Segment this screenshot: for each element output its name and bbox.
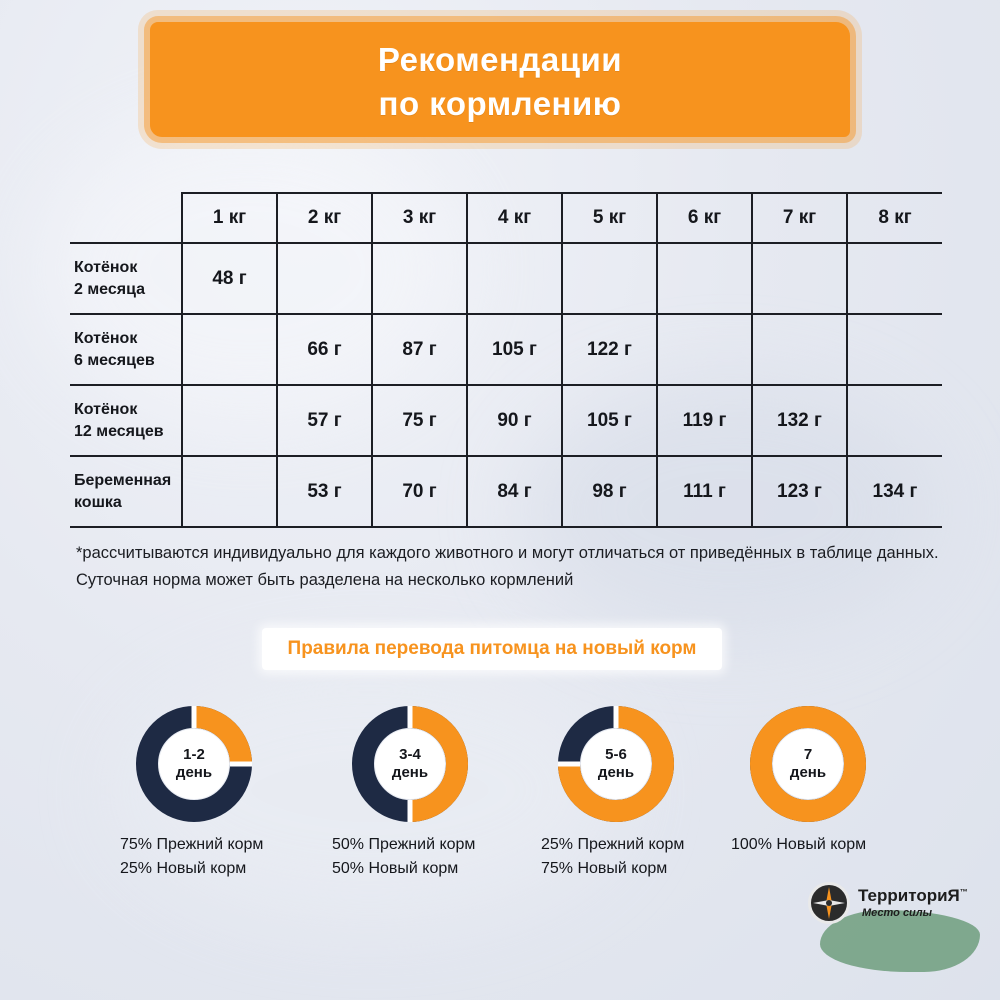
- donut-label: [748, 704, 868, 824]
- donut-stage-1: [134, 704, 254, 824]
- table-cell: 122 г: [562, 314, 657, 385]
- row-label: [70, 456, 182, 527]
- row-label-line1: Котёнок: [74, 329, 138, 347]
- table-cell: [182, 314, 277, 385]
- row-label-line2: кошка: [74, 493, 122, 511]
- logo-name: [858, 886, 968, 906]
- stage-day: 7: [803, 746, 813, 763]
- title-line-1: Рекомендации: [377, 41, 623, 78]
- table-cell: [752, 243, 847, 314]
- row-label-line1: Беременная: [74, 471, 172, 489]
- donut-stage-4: [748, 704, 868, 824]
- table-cell: 48 г: [182, 243, 277, 314]
- row-label-line1: Котёнок: [74, 400, 138, 418]
- column-header: 1 кг: [182, 193, 277, 243]
- stage-caption: [120, 833, 263, 881]
- column-header: 3 кг: [372, 193, 467, 243]
- caption-line: 75% Новый корм: [541, 860, 668, 877]
- footnote: *рассчитываются индивидуально для каждого животного и могут отличаться от приведённых в таблице данных. Суточная норма может быть разделена на несколько кормлений: [76, 544, 939, 589]
- row-label-line2: 2 месяца: [74, 280, 146, 298]
- table-row: [70, 456, 942, 527]
- table-cell: 57 г: [277, 385, 372, 456]
- table-corner: [70, 193, 182, 243]
- column-header: 4 кг: [467, 193, 562, 243]
- table-cell: [182, 456, 277, 527]
- table-cell: [467, 243, 562, 314]
- donut-label: [350, 704, 470, 824]
- table-cell: 105 г: [467, 314, 562, 385]
- caption-line: 25% Прежний корм: [541, 836, 685, 853]
- table-cell: 66 г: [277, 314, 372, 385]
- stage-day: 5-6: [605, 746, 627, 763]
- logo-name-text: ТерриториЯ: [858, 886, 960, 905]
- transition-title: Правила перевода питомца на новый корм: [287, 638, 697, 659]
- compass-icon: [808, 882, 850, 924]
- table-row: [70, 314, 942, 385]
- logo-subtitle: Место силы: [862, 907, 933, 919]
- table-cell: 119 г: [657, 385, 752, 456]
- row-label-line2: 12 месяцев: [74, 422, 164, 440]
- table-header-row: [70, 193, 942, 243]
- table-cell: 70 г: [372, 456, 467, 527]
- table-cell: 132 г: [752, 385, 847, 456]
- stage-caption: [731, 833, 866, 857]
- table-cell: [657, 243, 752, 314]
- stage-unit: день: [789, 764, 827, 781]
- table-cell: 98 г: [562, 456, 657, 527]
- caption-line: 75% Прежний корм: [120, 836, 264, 853]
- table-cell: [657, 314, 752, 385]
- column-header: 6 кг: [657, 193, 752, 243]
- table-cell: [752, 314, 847, 385]
- stage-unit: день: [391, 764, 429, 781]
- table-cell: 111 г: [657, 456, 752, 527]
- table-cell: [847, 243, 942, 314]
- row-label: [70, 243, 182, 314]
- compass-star-icon: [811, 885, 847, 921]
- logo-trademark: ™: [959, 887, 968, 897]
- donut-label: [556, 704, 676, 824]
- table-row: [70, 243, 942, 314]
- table-cell: 105 г: [562, 385, 657, 456]
- donut-stage-3: [556, 704, 676, 824]
- feeding-table: [70, 192, 942, 528]
- column-header: 8 кг: [847, 193, 942, 243]
- stage-caption: [541, 833, 684, 881]
- page-title: [150, 38, 850, 126]
- row-label: [70, 385, 182, 456]
- table-cell: 75 г: [372, 385, 467, 456]
- stage-unit: день: [597, 764, 635, 781]
- row-label: [70, 314, 182, 385]
- row-label-line2: 6 месяцев: [74, 351, 155, 369]
- stage-day: 1-2: [183, 746, 205, 763]
- stage-day: 3-4: [399, 746, 421, 763]
- caption-line: 25% Новый корм: [120, 860, 247, 877]
- table-cell: 84 г: [467, 456, 562, 527]
- stage-unit: день: [175, 764, 213, 781]
- caption-line: 100% Новый корм: [731, 836, 867, 853]
- brand-logo: [800, 872, 985, 982]
- donut-label: [134, 704, 254, 824]
- caption-line: 50% Прежний корм: [332, 836, 476, 853]
- column-header: 7 кг: [752, 193, 847, 243]
- table-cell: [277, 243, 372, 314]
- caption-line: 50% Новый корм: [332, 860, 459, 877]
- table-cell: 134 г: [847, 456, 942, 527]
- table-cell: [372, 243, 467, 314]
- table-cell: 123 г: [752, 456, 847, 527]
- table-cell: [562, 243, 657, 314]
- table-cell: 53 г: [277, 456, 372, 527]
- table-cell: [847, 314, 942, 385]
- table-cell: 87 г: [372, 314, 467, 385]
- column-header: 2 кг: [277, 193, 372, 243]
- table-row: [70, 385, 942, 456]
- stage-caption: [332, 833, 475, 881]
- table-cell: 90 г: [467, 385, 562, 456]
- table-cell: [847, 385, 942, 456]
- table-cell: [182, 385, 277, 456]
- donut-stage-2: [350, 704, 470, 824]
- row-label-line1: Котёнок: [74, 258, 138, 276]
- title-line-2: по кормлению: [378, 85, 622, 122]
- column-header: 5 кг: [562, 193, 657, 243]
